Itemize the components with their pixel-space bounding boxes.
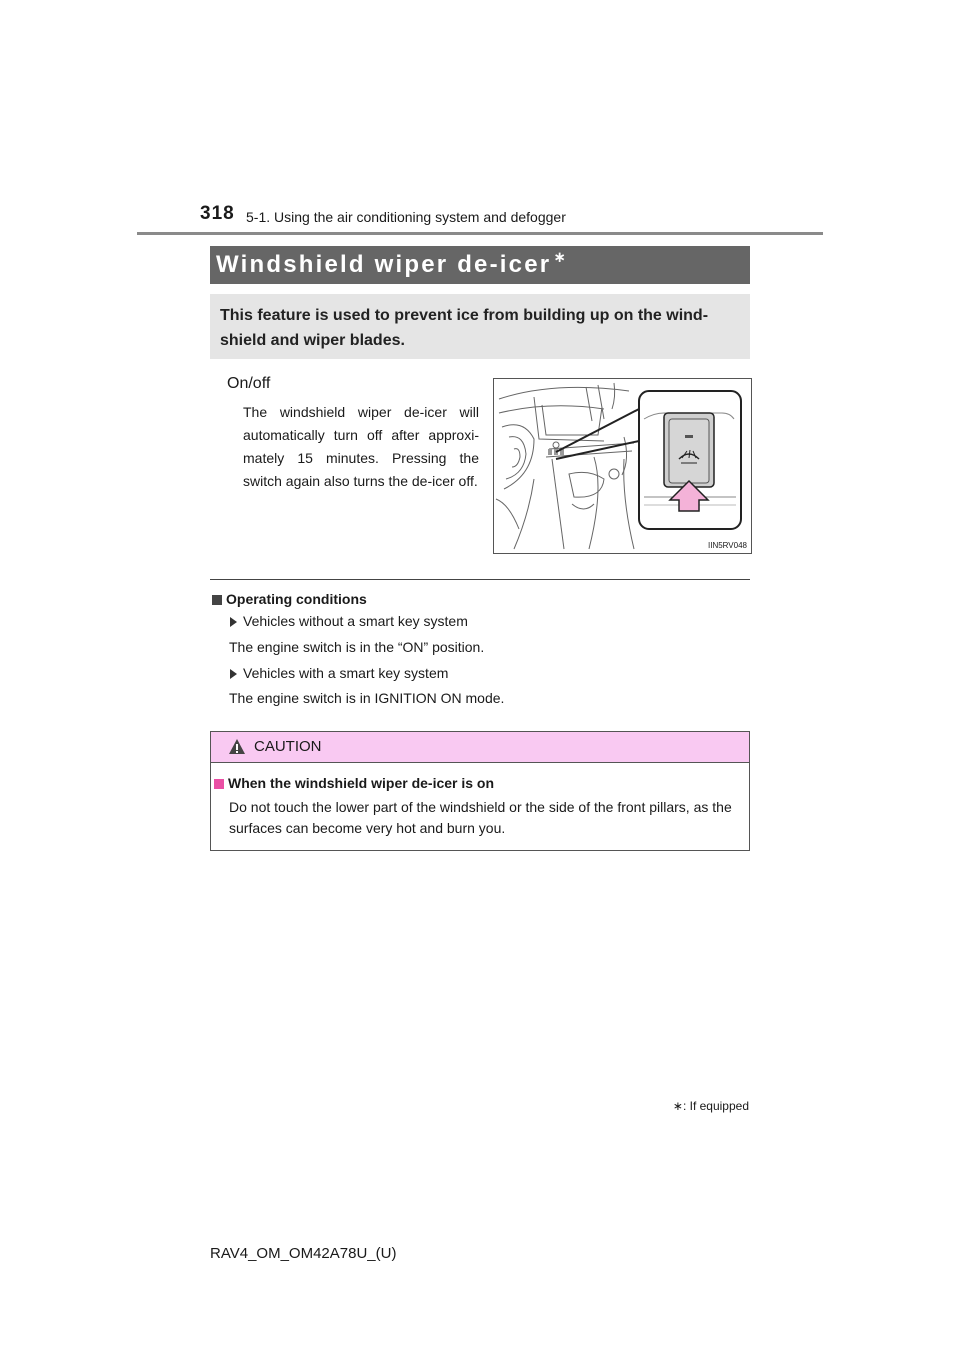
figure-code: IIN5RV048 xyxy=(708,541,747,550)
condition-text: Vehicles without a smart key system xyxy=(243,613,468,629)
if-equipped-marker: ∗ xyxy=(553,249,566,266)
caution-header xyxy=(211,732,749,763)
title-bar xyxy=(210,246,750,284)
triangle-bullet-icon xyxy=(230,669,237,679)
onoff-label: On/off xyxy=(227,375,271,392)
triangle-bullet-icon xyxy=(230,617,237,627)
caution-body: Do not touch the lower part of the windshield or the side of the front pillars, as the surfaces can become very hot and burn you. xyxy=(229,799,732,836)
section-title: 5-1. Using the air conditioning system and defogger xyxy=(246,209,566,225)
heading-text: Operating conditions xyxy=(226,591,367,607)
intro-text: This feature is used to prevent ice from building up on the wind-shield and wiper blades. xyxy=(220,307,709,349)
condition-text: Vehicles with a smart key system xyxy=(243,665,449,681)
header-rule xyxy=(137,232,823,235)
condition-bullet xyxy=(230,665,448,681)
condition-bullet xyxy=(230,613,468,629)
section-divider xyxy=(210,579,750,580)
page-title xyxy=(216,251,566,279)
warning-triangle-icon xyxy=(228,738,246,755)
caution-subheading-text: When the windshield wiper de-icer is on xyxy=(228,775,495,791)
deicer-switch-illustration xyxy=(493,378,752,554)
title-text: Windshield wiper de-icer xyxy=(216,251,552,278)
dashboard-drawing xyxy=(494,379,751,553)
caution-box xyxy=(210,731,750,851)
caution-subheading xyxy=(214,775,494,791)
condition-body: The engine switch is in the “ON” position. xyxy=(229,639,485,655)
footnote: ∗: If equipped xyxy=(672,1099,749,1113)
intro-box xyxy=(210,294,750,359)
footer-code: RAV4_OM_OM42A78U_(U) xyxy=(210,1245,397,1262)
caution-label: CAUTION xyxy=(254,738,322,755)
square-bullet-icon xyxy=(212,595,222,605)
page-number: 318 xyxy=(200,203,235,224)
condition-body: The engine switch is in IGNITION ON mode. xyxy=(229,690,505,706)
square-bullet-icon xyxy=(214,779,224,789)
onoff-description: The windshield wiper de-icer will automatically turn off after approxi-mately 15 minutes. Pressing the switch again also turns the de-icer off. xyxy=(243,404,479,489)
operating-conditions-heading xyxy=(212,591,367,607)
